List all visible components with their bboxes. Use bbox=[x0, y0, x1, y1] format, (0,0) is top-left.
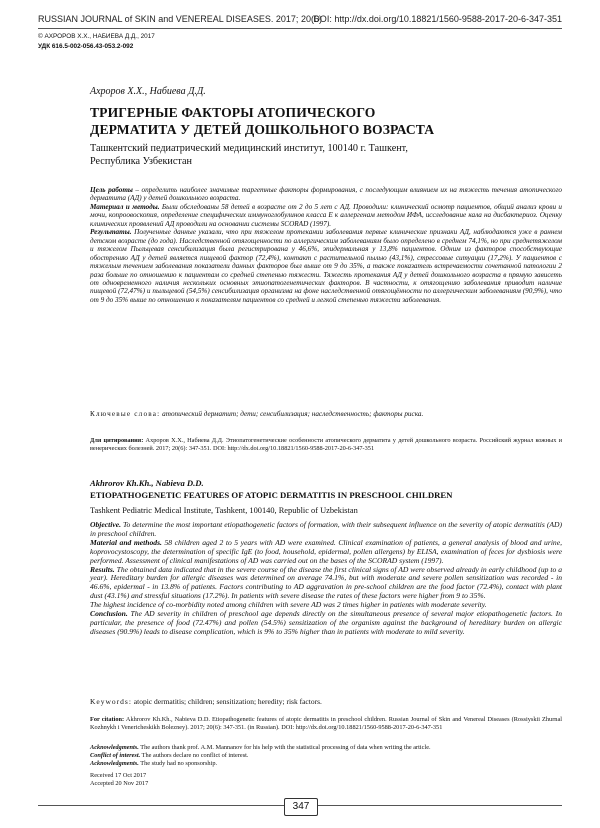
page-number: 347 bbox=[284, 798, 318, 816]
ru-results-text: Полученные данные указали, что при тяжелом протекании заболевания первые клинические признаки АД, наблюдаются уже в раннем детском возрасте (до года). Наследственной отягощенности по аллергическим заболеваниям было определено в среднем 74,1%, но при среднетяжелом и тяжелом Пыльцевая сенсибилизация была регистрирована у 46,6%, эпидермальная у 13,8% пациентов. Одним из факторов способствующие обострению АД у детей является пищевой фактор (72,4%), контакт с растительной пылью (43,1%), стрессовые ситуации (17,2%). У пациентов с тяжелым течением заболевания показатели данных факторов был выше от 9 до 35%, а также показатель встречаемости сочетанной патологии 2 раза больше по отношению к пациентам со средней степенью тяжести. Тяжесть протекания АД у детей дошкольного возраста в прямую зависеть от одновременного наличия нескольких основных этиопатогенетических факторов. В частности, к отягощению заболевания приводит наличие пищевой (72,47%) и пыльцевой (54,5%) сенсибилизация организма на фоне наследственной отягощённости по аллергическим заболеваниям (90,9%), что от 9 до 35% выше по отношению к показателям пациентов со средней и легкой степенью тяжести заболевания. bbox=[90, 228, 562, 304]
ru-citation bbox=[90, 437, 562, 452]
running-header bbox=[38, 12, 562, 29]
ru-title-line1: ТРИГЕРНЫЕ ФАКТОРЫ АТОПИЧЕСКОГО bbox=[90, 105, 376, 120]
en-conflict bbox=[90, 752, 562, 760]
en-ack bbox=[90, 744, 562, 752]
ru-keywords bbox=[90, 410, 562, 419]
en-results bbox=[90, 566, 562, 602]
ru-cite-label: Для цитирования: bbox=[90, 437, 144, 444]
en-methods bbox=[90, 539, 562, 566]
en-ack-label: Acknowledgments. bbox=[90, 744, 139, 751]
en-funding-label: Acknowledgments. bbox=[90, 759, 139, 767]
ru-goal-text: – определить наиболее значимые таргетные факторы формирования, с последующим влиянием их на тяжесть течения атопического дерматита (АД) у детей дошкольного возраста. bbox=[90, 186, 562, 203]
en-keywords bbox=[90, 697, 562, 706]
en-conclusion-text: The AD severity in children of preschool age depends directly on the simultaneous presence of several major etiopathogenetic factors. In particular, the presence of food (72.47%) and pollen (54.5%) sensitization of the organism against the background of hereditary burden on allergic diseases (90.9%) leads to disease complication, which is 9% to 35% higher than in patients with moderate to mild severity. bbox=[90, 609, 562, 636]
ru-methods-label: Материал и методы. bbox=[90, 202, 160, 211]
en-results-continued: The highest incidence of co-morbidity noted among children with severe AD was 2 times higher in patients with moderate severity. bbox=[90, 600, 487, 610]
en-objective bbox=[90, 521, 562, 539]
doi-header: DOI: http://dx.doi.org/10.18821/1560-9588-2017-20-6-347-351 bbox=[313, 14, 562, 24]
ru-abstract bbox=[90, 186, 562, 304]
ru-title bbox=[90, 104, 434, 138]
en-objective-label: Objective. bbox=[90, 520, 121, 529]
en-ack-text: The authors thank prof. A.M. Mannanov for his help with the statistical processing of data when writing the article. bbox=[138, 744, 431, 751]
ru-results bbox=[90, 228, 562, 304]
copyright-line: © АХРОРОВ Х.Х., НАБИЕВА Д.Д., 2017 bbox=[38, 33, 155, 40]
en-footnotes bbox=[90, 744, 562, 788]
ru-goal-label: Цель работы bbox=[90, 186, 133, 194]
ru-keywords-label: Ключевые слова: bbox=[90, 410, 161, 418]
en-conflict-text: The authors declare no conflict of interest. bbox=[140, 751, 249, 759]
en-results-label: Results. bbox=[90, 564, 115, 574]
en-authors: Akhrorov Kh.Kh., Nabieva D.D. bbox=[90, 478, 204, 488]
en-title: ETIOPATHOGENETIC FEATURES OF ATOPIC DERMATITIS IN PRESCHOOL CHILDREN bbox=[90, 490, 453, 500]
udk-code: УДК 616.5-002-056.43-053.2-092 bbox=[38, 43, 134, 50]
ru-results-label: Результаты. bbox=[90, 228, 132, 237]
ru-authors: Ахроров Х.Х., Набиева Д.Д. bbox=[90, 86, 206, 97]
ru-methods bbox=[90, 203, 562, 228]
en-cite-label: For citation: bbox=[90, 716, 125, 723]
en-funding-text: The study had no sponsorship. bbox=[138, 759, 218, 767]
ru-cite-text: Ахроров Х.Х., Набиева Д.Д. Этиопатогенетические особенности атопического дерматита у детей дошкольного возраста. Российский журнал кожных и венерических болезней. 2017; 20(6): 347-351. DOI: http://dx.doi.org/10.18821/1560-9588-2017-20-6-347-351 bbox=[90, 437, 562, 452]
en-results-text: The obtained data indicated that in the severe course of the disease the first clinical signs of AD were observed already in early childhood (up to a year). Hereditary burden for allergic diseases was determined on average 74.1%, but with moderate and severe pollen sensitization was recorded - in 46.6%, epidermal - in 13.8% of patients. Factors contributing to AD aggravation in pre-school children are the food factor (72.4%), contact with plant dust (43.1%) and stressful situations (17.2%). In patients with severe disease the rates of these factors were higher from 9 to 35%. bbox=[90, 564, 562, 601]
en-keywords-text: atopic dermatitis; children; sensitization; heredity; risk factors. bbox=[131, 697, 322, 706]
accepted-date: Accepted 20 Nov 2017 bbox=[90, 779, 149, 787]
journal-title: RUSSIAN JOURNAL of SKIN and VENEREAL DISEASES. 2017; 20(6) bbox=[38, 14, 322, 24]
en-cite-text: Akhrorov Kh.Kh., Nabieva D.D. Etiopathogenetic features of atopic dermatitis in preschool children. Russian Journal of Skin and Venereal Diseases (Rossiyskii Zhurnal Kozhnykh i Venericheskikh Bolezney). 2017; 20(6): 347-351. (in Russian). DOI: http://dx.doi.org/10.18821/1560-9588-2017-20-6-347-351 bbox=[90, 716, 562, 731]
ru-title-line2: ДЕРМАТИТА У ДЕТЕЙ ДОШКОЛЬНОГО ВОЗРАСТА bbox=[90, 122, 435, 137]
en-methods-label: Material and methods. bbox=[90, 537, 162, 547]
ru-goal bbox=[90, 186, 562, 203]
en-keywords-label: Keywords: bbox=[90, 697, 132, 706]
en-affiliation: Tashkent Pediatric Medical Institute, Tashkent, 100140, Republic of Uzbekistan bbox=[90, 506, 358, 515]
en-funding bbox=[90, 760, 562, 768]
en-citation bbox=[90, 716, 562, 731]
en-abstract bbox=[90, 521, 562, 637]
en-conclusion bbox=[90, 610, 562, 637]
en-conflict-label: Conflict of interest. bbox=[90, 751, 141, 759]
en-conclusion-label: Conclusion. bbox=[90, 609, 128, 619]
ru-affiliation: Ташкентский педиатрический медицинский институт, 100140 г. Ташкент, Республика Узбекистан bbox=[90, 143, 408, 167]
en-methods-text: 58 children aged 2 to 5 years with AD were examined. Clinical examination of patients, a general analysis of blood and urine, koprovocystoscopy, the determination of specific IgE (to food, household, epidermal, pollen allergens) by ELISA, examination of feces for dysbiosis were performed. Assessment of clinical manifestations of AD was carried out on the bases of the SCORAD system (1997). bbox=[90, 537, 562, 565]
received-date: Received 17 Oct 2017 bbox=[90, 771, 147, 779]
en-objective-text: To determine the most important etiopathogenetic factors of formation, with their subsequent influence on the severity of atopic dermatitis (AD) in preschool children. bbox=[90, 520, 562, 538]
ru-methods-text: Были обследованы 58 детей в возрасте от 2 до 5 лет с АД. Проводили: клинический осмотр пациентов, общий анализ крови и мочи, копроовоскопия, определение специфических иммуноглобулинов класса Е к аллергенам методом ИФА, исследование кала на дисбактериоз. Оценку клинических проявлений АД проводили на основании системы SCORAD (1997). bbox=[90, 202, 562, 228]
ru-keywords-text: атопический дерматит; дети; сенсибилизация; наследственность; факторы риска. bbox=[160, 410, 424, 418]
